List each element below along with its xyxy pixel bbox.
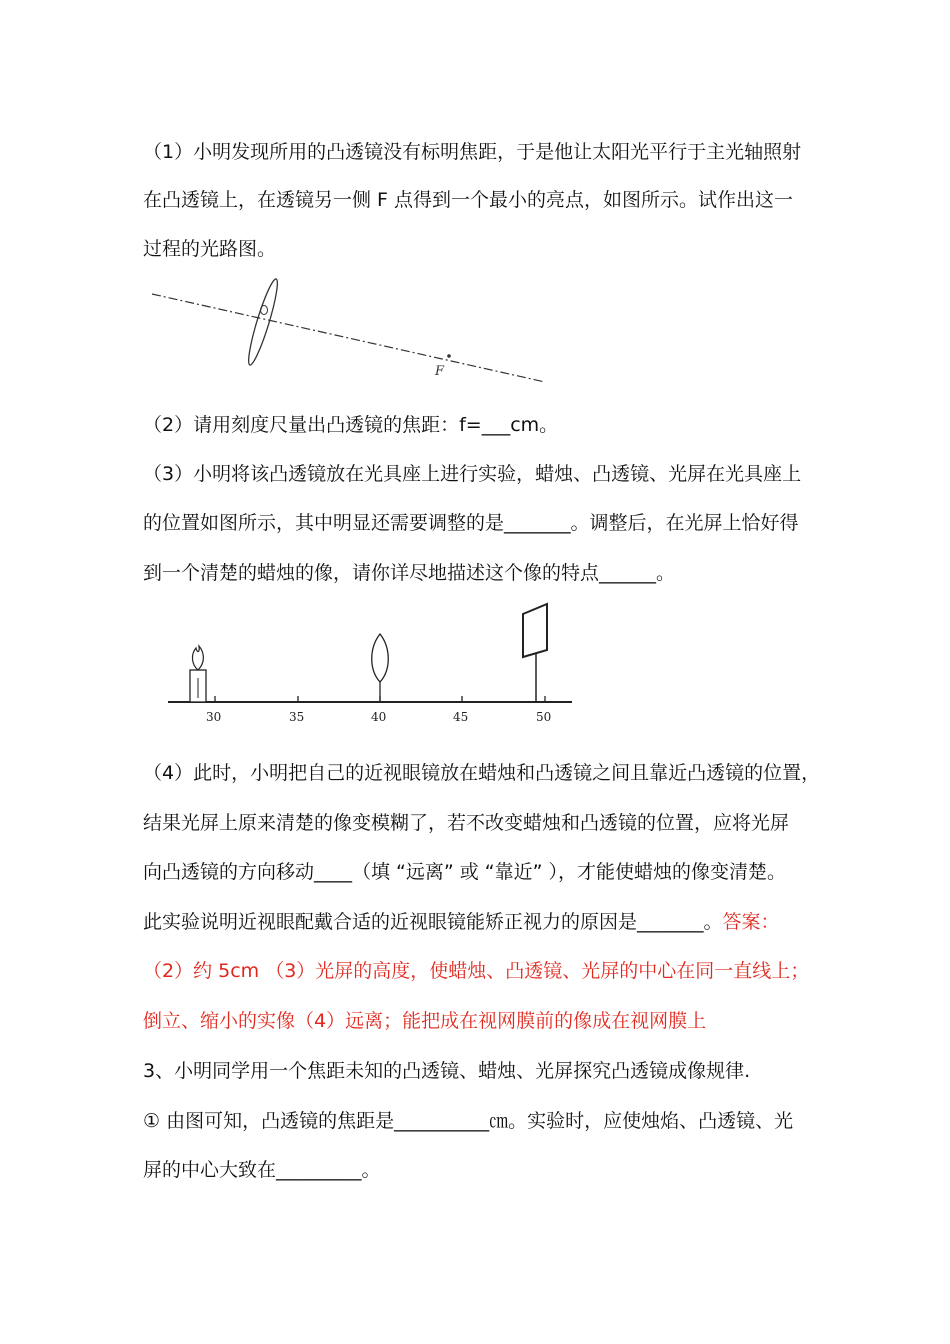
tick-label-40: 40 xyxy=(371,710,387,724)
answer-label: 答案： xyxy=(722,911,780,933)
part3-line-2: 的位置如图所示，其中明显还需要调整的是_______。调整后，在光屏上恰好得 xyxy=(143,512,799,534)
optical-bench-figure xyxy=(160,596,580,730)
tick-label-35: 35 xyxy=(289,710,305,724)
tick-label-45: 45 xyxy=(453,710,469,724)
principal-axis xyxy=(152,294,545,382)
part4-line-4 xyxy=(143,909,780,935)
q3-line-1: ① 由图可知，凸透镜的焦距是__________㎝。实验时，应使烛焰、凸透镜、光 xyxy=(143,1110,794,1132)
part3-line-3: 到一个清楚的蜡烛的像，请你详尽地描述这个像的特点______。 xyxy=(143,562,676,584)
bench-lens-icon xyxy=(372,634,389,682)
part4-line-1: （4）此时，小明把自己的近视眼镜放在蜡烛和凸透镜之间且靠近凸透镜的位置， xyxy=(143,762,821,784)
light-screen-icon xyxy=(523,604,547,657)
focus-point xyxy=(447,354,451,358)
part4-line-2: 结果光屏上原来清楚的像变模糊了，若不改变蜡烛和凸透镜的位置，应将光屏 xyxy=(143,812,790,834)
q3-title: 3、小明同学用一个焦距未知的凸透镜、蜡烛、光屏探究凸透镜成像规律. xyxy=(143,1060,751,1082)
part1-line-3: 过程的光路图。 xyxy=(143,238,277,260)
part1-line-1: （1）小明发现所用的凸透镜没有标明焦距，于是他让太阳光平行于主光轴照射 xyxy=(143,141,802,163)
focus-label: F xyxy=(435,364,445,379)
lens-axis-figure xyxy=(140,272,560,392)
part1-line-2: 在凸透镜上，在透镜另一侧 F 点得到一个最小的亮点，如图所示。试作出这一 xyxy=(143,189,794,211)
part2-line-1: （2）请用刻度尺量出凸透镜的焦距：f=___cm。 xyxy=(143,414,559,436)
part4-line-4-text: 此实验说明近视眼配戴合适的近视眼镜能矫正视力的原因是_______。 xyxy=(143,911,723,933)
answer-line-1: （2）约 5cm （3）光屏的高度，使蜡烛、凸透镜、光屏的中心在同一直线上； xyxy=(143,960,810,982)
part4-line-3: 向凸透镜的方向移动____（填 “远离” 或 “靠近” ），才能使蜡烛的像变清楚。 xyxy=(143,861,787,883)
tick-label-50: 50 xyxy=(536,710,552,724)
answer-line-2: 倒立、缩小的实像（4）远离；能把成在视网膜前的像成在视网膜上 xyxy=(143,1010,707,1032)
q3-line-2: 屏的中心大致在_________。 xyxy=(143,1159,381,1181)
part3-line-1: （3）小明将该凸透镜放在光具座上进行实验，蜡烛、凸透镜、光屏在光具座上 xyxy=(143,463,802,485)
tick-label-30: 30 xyxy=(206,710,222,724)
optical-center-mark xyxy=(261,306,268,315)
candle-flame-icon xyxy=(192,646,203,670)
